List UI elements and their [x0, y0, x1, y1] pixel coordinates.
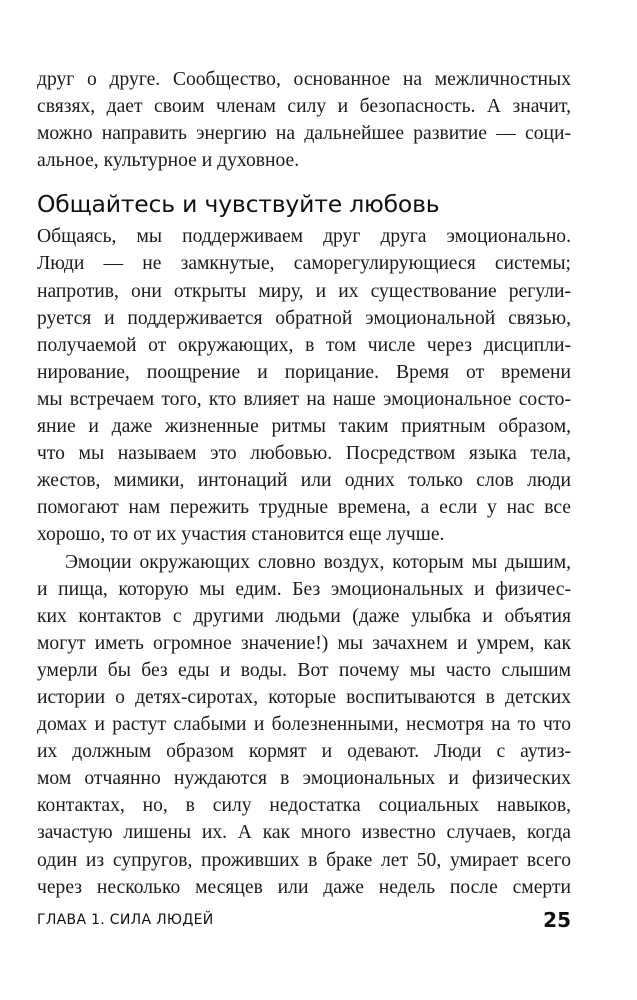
running-footer-chapter: ГЛАВА 1. СИЛА ЛЮДЕЙ — [37, 912, 214, 928]
text-line: хорошо, то от их участия становится еще лучше. — [37, 524, 445, 546]
text-line: альное, культурное и духовное. — [37, 150, 300, 172]
page-number: 25 — [543, 908, 571, 932]
text-line: связях, дает своим членам силу и безопасность. А значит, — [37, 96, 571, 118]
text-line: помогают нам пережить трудные времена, а если у нас все — [37, 497, 571, 519]
text-line: друг о друге. Сообщество, основанное на межличностных — [37, 69, 571, 90]
text-line: что мы называем это любовью. Посредством языка тела, — [37, 443, 571, 465]
section-heading: Общайтесь и чувствуйте любовь — [37, 190, 440, 219]
text-line: ких контактов с другими людьми (даже улыбка и объятия — [37, 605, 571, 627]
text-line: и пища, которую мы едим. Без эмоциональных и физичес- — [37, 578, 571, 600]
text-line: руется и поддерживается обратной эмоциональной связью, — [37, 307, 571, 329]
text-line: напротив, они открыты миру, и их существование регули- — [37, 280, 571, 302]
text-line: через несколько месяцев или даже недель после смерти — [37, 876, 571, 898]
text-line: один из супругов, проживших в браке лет 50, умирает всего — [37, 849, 571, 871]
text-line: получаемой от окружающих, в том числе через дисципли- — [37, 334, 571, 356]
text-line: мы встречаем того, кто влияет на наше эмоциональное состо- — [37, 388, 571, 410]
text-line: умерли бы без еды и воды. Вот почему мы часто слышим — [37, 659, 571, 681]
text-line: Эмоции окружающих словно воздух, которым мы дышим, — [65, 551, 571, 573]
text-line: домах и растут слабыми и болезненными, несмотря на то что — [37, 714, 571, 736]
text-line: могут иметь огромное значение!) мы зачахнем и умрем, как — [37, 632, 571, 654]
text-line: можно направить энергию на дальнейшее развитие — соци- — [37, 123, 571, 145]
paragraph-2 — [37, 549, 571, 901]
text-line: зачастую лишены их. А как много известно случаев, когда — [37, 822, 571, 844]
page-footer — [37, 908, 571, 936]
text-line: контактах, но, в силу недостатка социальных навыков, — [37, 795, 571, 817]
paragraph-1 — [37, 223, 571, 548]
text-line: истории о детях-сиротах, которые воспитываются в детских — [37, 686, 571, 708]
text-line: нирование, поощрение и порицание. Время от времени — [37, 361, 571, 383]
text-line: яние и даже жизненные ритмы таким приятным образом, — [37, 416, 571, 438]
text-line: мом отчаянно нуждаются в эмоциональных и физических — [37, 768, 571, 790]
text-line: Общаясь, мы поддерживаем друг друга эмоционально. — [37, 226, 571, 248]
paragraph-continued — [37, 66, 571, 174]
text-line: Люди — не замкнутые, саморегулирующиеся системы; — [37, 253, 571, 275]
text-line: их должным образом кормят и одевают. Люди с аутиз- — [37, 741, 571, 763]
page-content — [37, 66, 571, 901]
text-line: жестов, мимики, интонаций или одних только слов люди — [37, 470, 571, 492]
